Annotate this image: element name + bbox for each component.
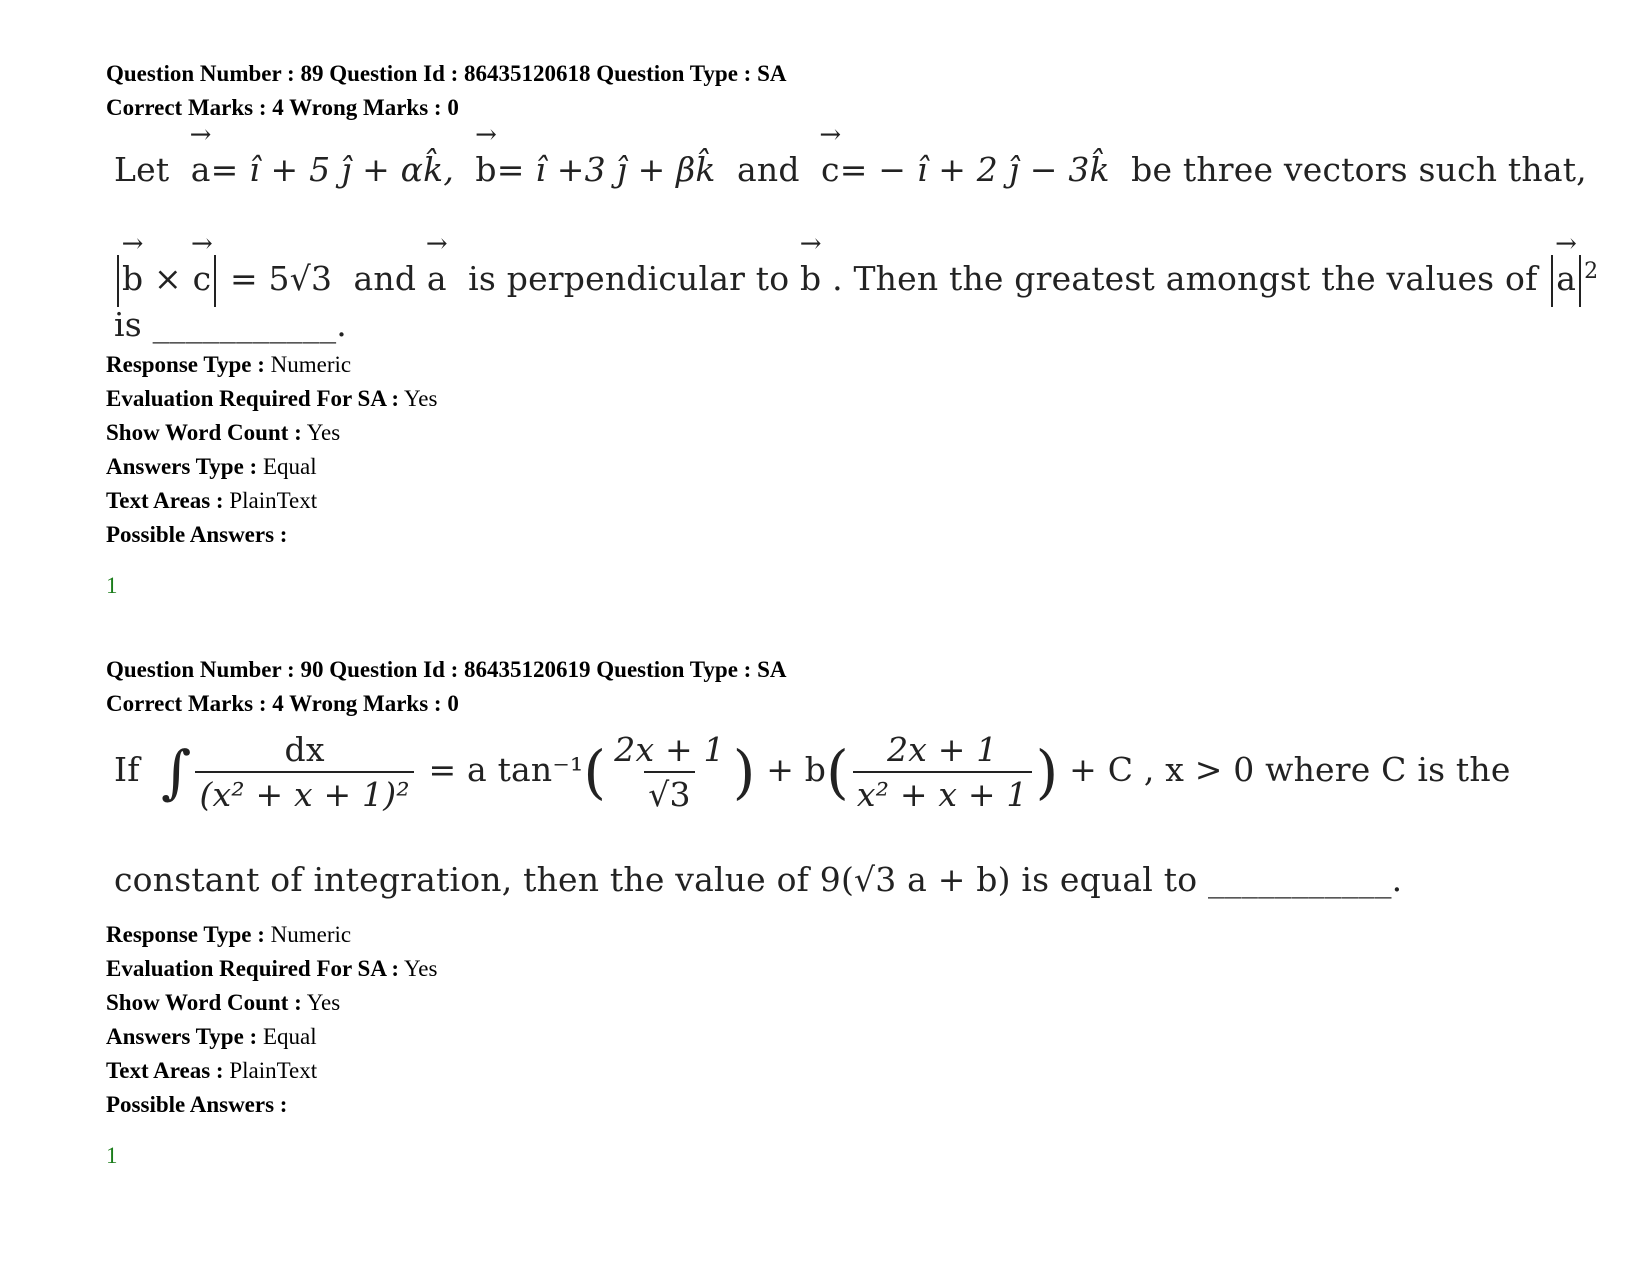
integrand-fraction: $\frac{dx}{\text{(x² + x + 1)²}}$ — [195, 730, 413, 814]
q89-header-line2: Correct Marks : 4 Wrong Marks : 0 — [106, 95, 459, 120]
q89-text-areas: Text Areas : PlainText — [106, 488, 318, 513]
q89-show-word-count: Show Word Count : Yes — [106, 420, 341, 445]
q90-possible-answers-label: Possible Answers : — [106, 1092, 288, 1117]
q90-text-line2: constant of integration, then the value of 9(√3 a + b) is equal to ___________. — [114, 860, 1403, 899]
q90-evaluation-required: Evaluation Required For SA : Yes — [106, 956, 438, 981]
q89-evaluation-required: Evaluation Required For SA : Yes — [106, 386, 438, 411]
q90-text-areas: Text Areas : PlainText — [106, 1058, 318, 1083]
q89-header-line1: Question Number : 89 Question Id : 86435120618 Question Type : SA — [106, 61, 787, 86]
vector-b: → b — [475, 150, 496, 189]
q90-answer-value: 1 — [106, 1143, 118, 1168]
q89-answer-value: 1 — [106, 573, 118, 598]
q90-response-type: Response Type : Numeric — [106, 922, 352, 947]
q90-show-word-count: Show Word Count : Yes — [106, 990, 341, 1015]
q89-possible-answers-label: Possible Answers : — [106, 522, 288, 547]
q90-header-line1: Question Number : 90 Question Id : 86435120619 Question Type : SA — [106, 657, 787, 682]
q89-response-type: Response Type : Numeric — [106, 352, 352, 377]
q90-answers-type: Answers Type : Equal — [106, 1024, 317, 1049]
vector-a: → a — [191, 150, 211, 189]
vector-c: → c — [821, 150, 840, 189]
q90-header-line2: Correct Marks : 4 Wrong Marks : 0 — [106, 691, 459, 716]
q89-text-line3: is ___________. — [114, 305, 347, 344]
q89-answers-type: Answers Type : Equal — [106, 454, 317, 479]
q89-text-line1: Let → a= î + 5 ĵ + αk̂, → b= î +3 ĵ + βk̂ and → c= − î + 2 ĵ − 3k̂ be three vectors such that, — [114, 150, 1587, 189]
q90-text-line1: If ∫ $\frac{dx}{\text{(x² + x + 1)²}}$ = a tan⁻¹( $\frac{2x + 1}{√3}$ ) + b( $\frac{2x + 1}{\text{x² + x + 1}}$ ) + C , x > 0 where C is the — [114, 730, 1511, 814]
q89-text-line2: → b × → c = 5√3 and → a is perpendicular to → b . Then the greatest amongst the values of → a $^2$ — [114, 255, 1598, 307]
